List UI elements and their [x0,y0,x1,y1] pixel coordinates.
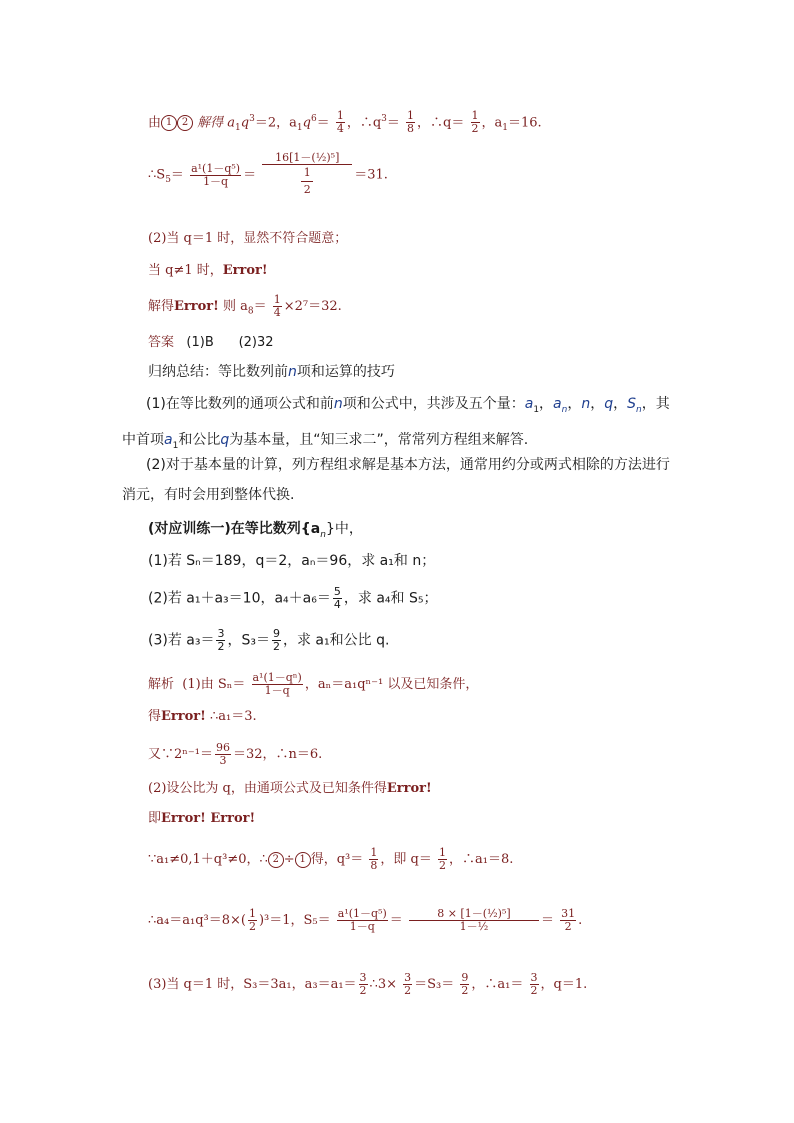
text: ＝16. [508,115,542,131]
text: q [240,115,250,131]
analysis-label: 解析 [148,677,175,692]
text: 由 [148,115,162,131]
text: q [302,115,311,131]
analysis-line-6: ∵a₁≠0,1＋q³≠0，∴ 2 ÷ 1 得，q³＝ $\frac{1}{8}$ ，即 q＝ $\frac{1}{2}$ ，∴a₁＝8. [148,846,514,872]
fraction: $\frac{1}{8}$ [407,109,415,136]
circle-2-icon: 2 [268,852,284,868]
fraction: $\frac{1}{2}$ [471,109,479,136]
text: 当 q≠1 时， [148,263,223,278]
text: ×2⁷＝32. [283,299,342,314]
text: ＝2，a [254,115,297,131]
circle-1-icon: 1 [161,115,177,131]
analysis-line-4: (2)设公比为 q，由通项公式及已知条件得Error! [148,781,432,796]
text: (2)32 [238,335,274,350]
answer-label: 答案 [148,335,175,350]
text: 解得 [148,299,175,314]
fraction: $\frac{\text{a¹(1－q⁵)}}{1-q}$ [191,161,241,188]
solution-line-1: 由 1 2 解得 $a_1q^3=2$，$a_1q^6=$ $\frac{1}{4}$ ，$\therefore q^3=$ $\frac{1}{8}$ ，∴q＝ $\frac{1}{2}$ ，$a_1=16$. [148,109,542,136]
fraction: $\frac{1}{4}$ [273,293,281,319]
text: 则 a [218,299,248,314]
exercise-3: (3)若 a₃＝ $\frac{3}{2}$ ，S₃＝ $\frac{9}{2}$ ，求 a₁和公比 q. [148,627,390,653]
text: ＝ [386,115,400,131]
solution-line-4 [148,262,268,280]
solution-line-2: $\therefore S_5=$ $\frac{\text{a¹(1－q⁵)}}{1-q}$ ＝ 16[1－(½)⁵] 1 2 ＝31. [148,151,388,196]
summary-heading: 归纳总结：等比数列前n项和运算的技巧 [148,364,395,380]
analysis-line-1: 解析 (1)由 Sₙ＝ $\frac{\text{a¹(1－qⁿ)}}{1-q}$ ，aₙ＝a₁qⁿ⁻¹ 以及已知条件， [148,671,479,697]
error-text: Error! [174,299,219,314]
exercise-1: (1)若 Sₙ＝189，q＝2，aₙ＝96，求 a₁和 n； [148,553,436,569]
text: ＝ [253,299,267,314]
text: 解得 a [197,115,236,131]
text: ＝ [316,115,330,131]
solution-line-3: (2)当 q＝1 时，显然不符合题意； [148,231,348,246]
circle-1-icon: 1 [295,852,311,868]
analysis-line-2: 得Error! ∴a₁＝3. [148,709,257,724]
analysis-line-7: ∴a₄＝a₁q³＝8×( $\frac{1}{2}$ )³＝1，S₅＝ $\frac{\text{a¹(1－q⁵)}}{1-q}$ ＝ $\frac{\text{8 × [1－(½)⁵]}}{\text{1－½}}$ ＝ $\frac{31}{2}$ . [148,907,583,933]
analysis-line-5: 即Error! Error! [148,811,256,826]
fraction: 16[1－(½)⁵] 1 2 [262,152,352,198]
text: ，∴q [346,115,382,131]
exercise-2: (2)若 a₁＋a₃＝10，a₄＋a₆＝ $\frac{5}{4}$ ，求 a₄和 S₅； [148,585,438,611]
summary-paragraph-1: (1)在等比数列的通项公式和前n项和公式中，共涉及五个量：$a_1$，$a_n$，n，q，$S_n$，其 中首项$a_1$和公比q为基本量，且“知三求二”，常常列方程组来解答. [122,396,670,451]
text: ，∴q＝ [417,115,465,131]
text: ∴S [148,167,166,183]
text: (1)B [186,335,214,350]
solution-line-5: 解得Error! 则 $a_8=$ $\frac{1}{4}$ ×2⁷＝32. [148,293,342,319]
text: ＝31. [354,167,388,183]
text: ＝ [170,167,184,183]
error-text: Error! [222,263,268,278]
text: ，a [481,115,503,131]
summary-paragraph-2: (2)对于基本量的计算，列方程组求解是基本方法，通常用约分或两式相除的方法进行 消元，有时会用到整体代换. [122,457,670,503]
answer-line [148,334,274,352]
analysis-line-8: (3)当 q＝1 时，S₃＝3a₁，a₃＝a₁＝ $\frac{3}{2}$ ∴3× $\frac{3}{2}$ ＝S₃＝ $\frac{9}{2}$ ，∴a₁＝ $\frac{3}{2}$ ，q＝1. [148,971,588,997]
text: ＝ [243,167,257,183]
analysis-line-3: 又∵2ⁿ⁻¹＝ $\frac{96}{3}$ ＝32，∴n＝6. [148,741,323,767]
circle-2-icon: 2 [177,115,193,131]
exercise-heading: (对应训练一)在等比数列$\{a_n\}$中， [148,521,363,540]
fraction: $\frac{1}{4}$ [336,109,344,136]
